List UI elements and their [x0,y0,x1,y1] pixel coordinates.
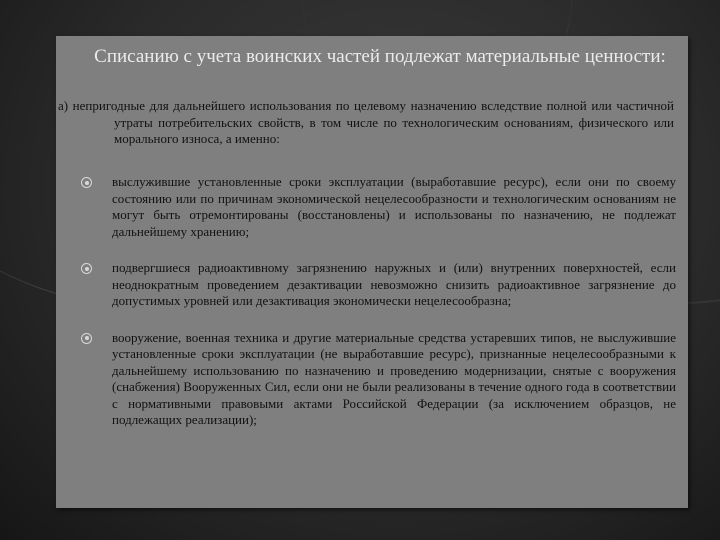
circle-bullet-icon [81,263,92,274]
list-item [78,174,676,240]
list-item-text: вооружение, военная техника и другие материальные средства устаревших типов, не выслужившие установленные сроки эксплуатации (не выработавшие ресурс), признанные нецелесообразными к дальнейшему использованию по назначению и проведению модернизации, снятые с вооружения (снабжения) Вооруженных Сил, если они не были реализованы в течение одного года в соответствии с нормативными правовыми актами Российской Федерации (за исключением образцов, не подлежащих реализации); [112,329,676,427]
list-item-text: выслужившие установленные сроки эксплуатации (выработавшие ресурс), если они по своему состоянию или по причинам экономической нецелесообразности и технологическим основаниям не могут быть отремонтированы (восстановлены) и использованы по назначению, не подлежат дальнейшему хранению; [112,174,676,239]
intro-paragraph: а) непригодные для дальнейшего использования по целевому назначению вследствие полной или частичной утраты потребительских свойств, в том числе по технологическим основаниям, физического или морального износа, а именно: [58,98,674,146]
list-item-text: подвергшиеся радиоактивному загрязнению наружных и (или) внутренних поверхностей, если неоднократным проведением дезактивации невозможно снизить радиоактивное загрязнение до допустимых уровней или дезактивация экономически нецелесообразна; [112,260,676,308]
circle-bullet-icon [81,333,92,344]
slide-title: Списанию с учета воинских частей подлежат материальные ценности: [94,46,666,67]
circle-bullet-icon [81,177,92,188]
bullet-list [78,174,676,449]
list-item [78,330,676,429]
list-item [78,260,676,310]
